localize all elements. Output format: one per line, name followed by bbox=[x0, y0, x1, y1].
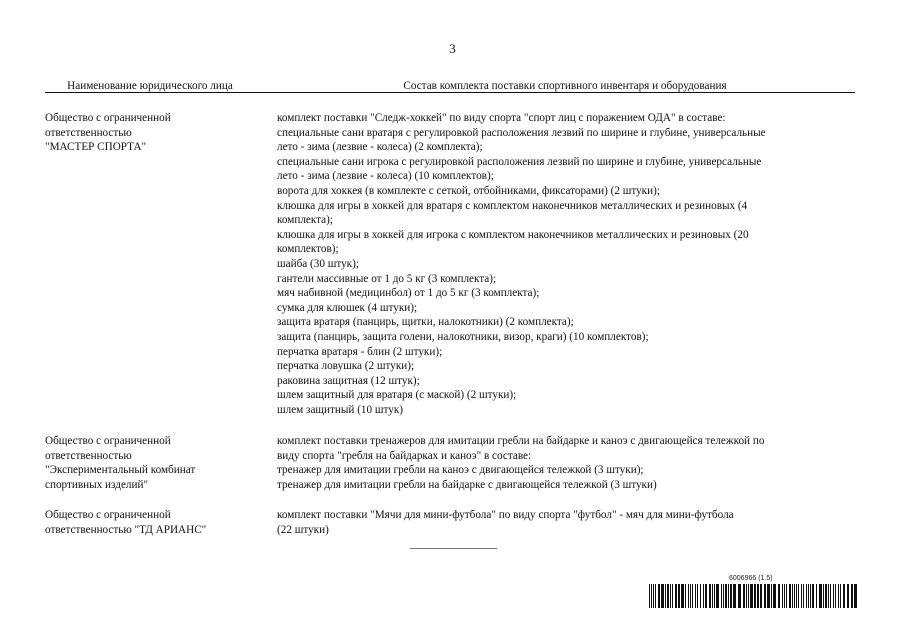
equipment-line: (22 штуки) bbox=[277, 523, 329, 536]
equipment-line: виду спорта "гребля на байдарках и каноэ" в составе: bbox=[277, 449, 532, 462]
table-header bbox=[45, 79, 855, 92]
equipment-line: мяч набивной (медицинбол) от 1 до 5 кг (3 комплекта); bbox=[277, 287, 540, 300]
page-number: 3 bbox=[449, 41, 456, 56]
equipment-line: тренажер для имитации гребли на каноэ с двигающейся тележкой (3 штуки); bbox=[277, 464, 644, 477]
equipment-line: специальные сани вратаря с регулировкой расположения лезвий по ширине и глубине, универсальные bbox=[277, 126, 766, 139]
equipment-line: специальные сани игрока с регулировкой расположения лезвий по ширине и глубине, универсальные bbox=[277, 155, 762, 168]
entry-equipment-list bbox=[277, 434, 857, 492]
legal-name-line: спортивных изделий" bbox=[45, 478, 149, 491]
equipment-line: клюшка для игры в хоккей для вратаря с комплектом наконечников металлических и резиновых (4 bbox=[277, 199, 748, 212]
legal-name-line: "МАСТЕР СПОРТА" bbox=[45, 141, 147, 154]
entry-legal-name bbox=[45, 111, 260, 155]
equipment-line: комплект поставки "Мячи для мини-футбола" по виду спорта "футбол" - мяч для мини-футбола bbox=[277, 509, 734, 521]
entry-legal-name bbox=[45, 508, 260, 537]
equipment-line: ворота для хоккея (в комплекте с сеткой, отбойниками, фиксаторами) (2 штуки); bbox=[277, 184, 660, 197]
equipment-line: защита (панцирь, защита голени, налокотники, визор, краги) (10 комплектов); bbox=[277, 330, 649, 343]
header-equipment-set: Состав комплекта поставки спортивного инвентаря и оборудования bbox=[403, 80, 727, 92]
equipment-line: лето - зима (лезвие - колеса) (10 комплектов); bbox=[277, 170, 494, 183]
legal-name-line: ответственностью bbox=[45, 126, 132, 139]
equipment-line: гантели массивные от 1 до 5 кг (3 комплекта); bbox=[277, 272, 497, 285]
equipment-line: клюшка для игры в хоккей для игрока с комплектом наконечников металлических и резиновых (20 bbox=[277, 228, 749, 241]
equipment-line: перчатка ловушка (2 штуки); bbox=[277, 360, 415, 373]
equipment-line: комплект поставки тренажеров для имитации гребли на байдарке и каноэ с двигающейся тележкой по bbox=[277, 435, 765, 447]
legal-name-line: ответственностью "ТД АРИАНС" bbox=[45, 523, 207, 536]
equipment-line: перчатка вратаря - блин (2 штуки); bbox=[277, 345, 443, 358]
equipment-line: раковина защитная (12 штук); bbox=[277, 374, 420, 387]
footer-rule bbox=[410, 548, 497, 549]
legal-name-line: Общество с ограниченной bbox=[45, 112, 171, 124]
entry-equipment-list bbox=[277, 111, 857, 417]
equipment-line: тренажер для имитации гребли на байдарке с двигающейся тележкой (3 штуки) bbox=[277, 478, 657, 491]
legal-name-line: ответственностью bbox=[45, 449, 132, 462]
header-rule bbox=[45, 92, 855, 93]
equipment-line: комплекта); bbox=[277, 214, 333, 227]
entry-equipment-list bbox=[277, 508, 857, 537]
legal-name-line: Общество с ограниченной bbox=[45, 435, 171, 447]
equipment-line: шлем защитный для вратаря (с маской) (2 штуки); bbox=[277, 389, 517, 402]
equipment-line: сумка для клюшек (4 штуки); bbox=[277, 301, 418, 314]
barcode bbox=[649, 584, 859, 608]
equipment-line: комплектов); bbox=[277, 243, 339, 256]
equipment-line: лето - зима (лезвие - колеса) (2 комплекта); bbox=[277, 141, 483, 154]
equipment-line: шайба (30 штук); bbox=[277, 257, 359, 270]
equipment-line: комплект поставки "Следж-хоккей" по виду спорта "спорт лиц с поражением ОДА" в составе: bbox=[277, 112, 726, 124]
entry-legal-name bbox=[45, 434, 260, 492]
barcode-number: 6006966 (1.5) bbox=[729, 575, 773, 582]
header-legal-entity: Наименование юридического лица bbox=[67, 80, 233, 92]
equipment-line: шлем защитный (10 штук) bbox=[277, 403, 404, 416]
equipment-line: защита вратаря (панцирь, щитки, налокотники) (2 комплекта); bbox=[277, 316, 574, 329]
legal-name-line: Общество с ограниченной bbox=[45, 509, 171, 521]
legal-name-line: "Экспериментальный комбинат bbox=[45, 464, 196, 477]
